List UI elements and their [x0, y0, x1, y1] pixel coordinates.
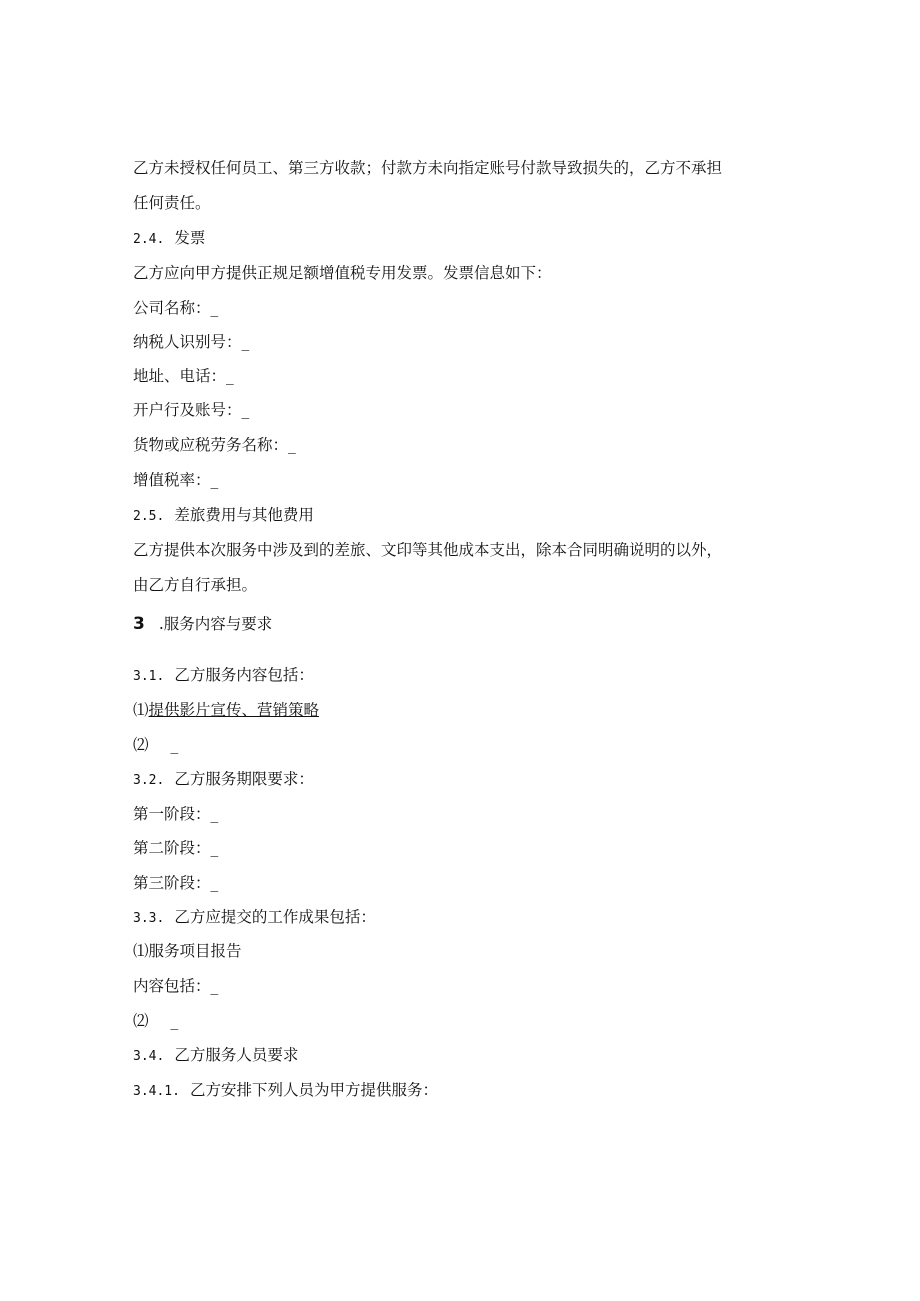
paragraph-payment-liability-cont: 任何责任。 — [133, 194, 211, 212]
section-title: 乙方应提交的工作成果包括： — [174, 908, 376, 926]
section-title: 乙方服务人员要求 — [174, 1046, 299, 1064]
section-3-4-heading — [133, 1045, 298, 1067]
item-marker: ⑵ — [133, 736, 149, 754]
section-3-4-1-heading — [133, 1080, 438, 1102]
section-2-5-heading — [133, 505, 314, 527]
deliverable-item-1 — [133, 941, 242, 961]
paragraph-travel-costs: 乙方提供本次服务中涉及到的差旅、文印等其他成本支出，除本合同明确说明的以外， — [133, 541, 723, 559]
item-marker: ⑴ — [133, 942, 149, 960]
item-text: 服务项目报告 — [148, 942, 242, 960]
field-goods-name: 货物或应税劳务名称：_ — [133, 436, 296, 454]
paragraph-payment-liability: 乙方未授权任何员工、第三方收款；付款方未向指定账号付款导致损失的，乙方不承担 — [133, 159, 723, 177]
invoice-intro: 乙方应向甲方提供正规足额增值税专用发票。发票信息如下： — [133, 264, 552, 282]
field-address-phone: 地址、电话：_ — [133, 367, 234, 385]
section-3-3-heading — [133, 907, 376, 929]
section-3-heading — [133, 614, 272, 634]
item-text: _ — [170, 736, 179, 754]
section-number: 3.3. — [133, 911, 165, 926]
section-number: 3.2. — [133, 773, 165, 788]
section-number: 3.4.1. — [133, 1084, 180, 1099]
section-number: 3.4. — [133, 1049, 165, 1064]
section-title: 乙方安排下列人员为甲方提供服务： — [189, 1081, 438, 1099]
item-marker: ⑵ — [133, 1012, 149, 1030]
section-title: 乙方服务内容包括： — [174, 666, 314, 684]
section-title: .服务内容与要求 — [158, 615, 273, 633]
service-item-1 — [133, 700, 319, 720]
service-item-2 — [133, 735, 178, 755]
section-title: 差旅费用与其他费用 — [174, 506, 314, 524]
section-2-4-heading — [133, 228, 205, 250]
item-marker: ⑴ — [133, 701, 149, 719]
phase-3: 第三阶段：_ — [133, 874, 219, 892]
field-company-name: 公司名称：_ — [133, 299, 219, 317]
phase-1: 第一阶段：_ — [133, 805, 219, 823]
section-number: 2.4. — [133, 232, 165, 247]
item-text: 提供影片宣传、营销策略 — [148, 701, 320, 719]
field-bank-account: 开户行及账号：_ — [133, 401, 250, 419]
field-taxpayer-id: 纳税人识别号：_ — [133, 333, 250, 351]
deliverable-content: 内容包括：_ — [133, 977, 219, 995]
item-text: _ — [170, 1012, 179, 1030]
phase-2: 第二阶段：_ — [133, 839, 219, 857]
section-number: 2.5. — [133, 509, 165, 524]
section-title: 乙方服务期限要求： — [174, 770, 314, 788]
paragraph-travel-costs-cont: 由乙方自行承担。 — [133, 576, 258, 594]
deliverable-item-2 — [133, 1011, 178, 1031]
field-tax-rate: 增值税率：_ — [133, 471, 219, 489]
section-title: 发票 — [174, 229, 206, 247]
section-number: 3 — [133, 614, 145, 634]
section-3-1-heading — [133, 665, 314, 687]
section-number: 3.1. — [133, 669, 165, 684]
section-3-2-heading — [133, 769, 314, 791]
